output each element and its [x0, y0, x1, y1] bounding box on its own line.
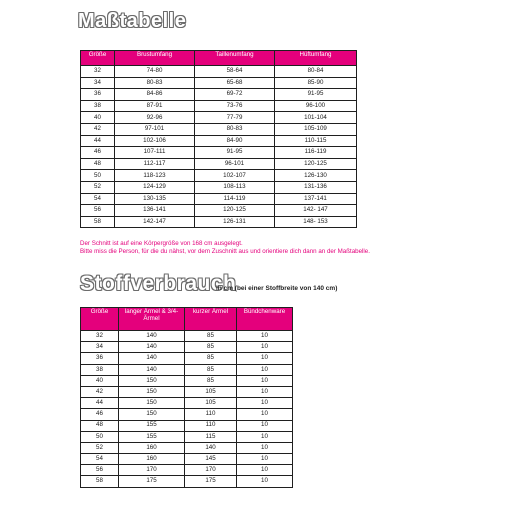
value-cell: 148- 153: [275, 216, 357, 228]
value-cell: 92-96: [115, 112, 195, 124]
size-cell: 44: [81, 398, 119, 409]
size-table: [80, 50, 357, 228]
value-cell: 10: [237, 465, 293, 476]
value-cell: 85: [185, 364, 237, 375]
size-cell: 48: [81, 420, 119, 431]
value-cell: 84-90: [195, 135, 275, 147]
value-cell: 10: [237, 364, 293, 375]
size-table-title: Maßtabelle: [78, 10, 187, 32]
size-table-row: [81, 193, 357, 205]
value-cell: 150: [119, 409, 185, 420]
value-cell: 175: [185, 476, 237, 487]
value-cell: 10: [237, 409, 293, 420]
value-cell: 170: [185, 465, 237, 476]
value-cell: 10: [237, 398, 293, 409]
value-cell: 175: [119, 476, 185, 487]
value-cell: 145: [185, 454, 237, 465]
size-cell: 50: [81, 170, 115, 182]
value-cell: 160: [119, 442, 185, 453]
value-cell: 120-125: [275, 158, 357, 170]
value-cell: 65-68: [195, 77, 275, 89]
size-table-row: [81, 216, 357, 228]
fabric-table-header-cell: kurzer Ärmel: [185, 308, 237, 331]
value-cell: 102-107: [195, 170, 275, 182]
size-cell: 54: [81, 454, 119, 465]
value-cell: 80-84: [275, 66, 357, 78]
size-cell: 40: [81, 112, 115, 124]
value-cell: 96-100: [275, 100, 357, 112]
size-cell: 48: [81, 158, 115, 170]
size-table-row: [81, 135, 357, 147]
value-cell: 140: [185, 442, 237, 453]
size-cell: 36: [81, 89, 115, 101]
note-measure-instructions: Bitte miss die Person, für die du nähst, vor dem Zuschnitt aus und orientiere dich dann an der Maßtabelle.: [80, 248, 370, 255]
size-table-row: [81, 158, 357, 170]
value-cell: 150: [119, 398, 185, 409]
size-cell: 54: [81, 193, 115, 205]
fabric-table-row: [81, 465, 293, 476]
value-cell: 142- 147: [275, 205, 357, 217]
fabric-table-header-cell: Größe: [81, 308, 119, 331]
value-cell: 10: [237, 331, 293, 342]
value-cell: 115: [185, 431, 237, 442]
value-cell: 101-104: [275, 112, 357, 124]
value-cell: 91-95: [195, 147, 275, 159]
value-cell: 126-131: [195, 216, 275, 228]
size-table-row: [81, 123, 357, 135]
value-cell: 124-129: [115, 181, 195, 193]
size-cell: 34: [81, 342, 119, 353]
fabric-table-row: [81, 431, 293, 442]
value-cell: 80-83: [115, 77, 195, 89]
size-table-header-cell: Hüftumfang: [275, 51, 357, 66]
note-body-height: Der Schnitt ist auf eine Körpergröße von 168 cm ausgelegt.: [80, 240, 243, 247]
value-cell: 73-76: [195, 100, 275, 112]
value-cell: 130-135: [115, 193, 195, 205]
value-cell: 91-95: [275, 89, 357, 101]
size-table-body: [81, 66, 357, 228]
value-cell: 140: [119, 364, 185, 375]
size-cell: 56: [81, 205, 115, 217]
fabric-table: [80, 307, 293, 488]
size-table-header-cell: Größe: [81, 51, 115, 66]
value-cell: 170: [119, 465, 185, 476]
value-cell: 10: [237, 375, 293, 386]
size-cell: 52: [81, 442, 119, 453]
fabric-table-row: [81, 476, 293, 487]
value-cell: 80-83: [195, 123, 275, 135]
value-cell: 84-86: [115, 89, 195, 101]
value-cell: 140: [119, 353, 185, 364]
value-cell: 120-125: [195, 205, 275, 217]
value-cell: 87-91: [115, 100, 195, 112]
value-cell: 112-117: [115, 158, 195, 170]
value-cell: 105: [185, 398, 237, 409]
size-table-row: [81, 205, 357, 217]
value-cell: 10: [237, 342, 293, 353]
fabric-table-row: [81, 454, 293, 465]
value-cell: 85-90: [275, 77, 357, 89]
fabric-table-row: [81, 420, 293, 431]
value-cell: 69-72: [195, 89, 275, 101]
value-cell: 74-80: [115, 66, 195, 78]
value-cell: 85: [185, 331, 237, 342]
size-cell: 32: [81, 66, 115, 78]
value-cell: 155: [119, 431, 185, 442]
size-cell: 46: [81, 409, 119, 420]
value-cell: 137-141: [275, 193, 357, 205]
fabric-table-header-cell: langer Ärmel & 3/4-Ärmel: [119, 308, 185, 331]
size-cell: 50: [81, 431, 119, 442]
size-table-row: [81, 181, 357, 193]
size-cell: 46: [81, 147, 115, 159]
value-cell: 110-115: [275, 135, 357, 147]
fabric-table-row: [81, 375, 293, 386]
fabric-table-row: [81, 409, 293, 420]
value-cell: 77-79: [195, 112, 275, 124]
size-table-row: [81, 147, 357, 159]
value-cell: 155: [119, 420, 185, 431]
fabric-table-subtitle: in cm (bei einer Stoffbreite von 140 cm): [216, 285, 338, 292]
fabric-table-row: [81, 386, 293, 397]
value-cell: 107-111: [115, 147, 195, 159]
value-cell: 10: [237, 476, 293, 487]
value-cell: 140: [119, 342, 185, 353]
value-cell: 10: [237, 353, 293, 364]
value-cell: 108-113: [195, 181, 275, 193]
size-cell: 38: [81, 364, 119, 375]
value-cell: 142-147: [115, 216, 195, 228]
value-cell: 110: [185, 409, 237, 420]
fabric-table-header-row: [81, 308, 293, 331]
value-cell: 131-136: [275, 181, 357, 193]
fabric-table-title: Stoffverbrauch: [80, 272, 237, 295]
value-cell: 102-106: [115, 135, 195, 147]
value-cell: 114-119: [195, 193, 275, 205]
value-cell: 110: [185, 420, 237, 431]
value-cell: 126-130: [275, 170, 357, 182]
fabric-table-row: [81, 331, 293, 342]
fabric-table-row: [81, 442, 293, 453]
value-cell: 10: [237, 386, 293, 397]
value-cell: 58-64: [195, 66, 275, 78]
fabric-table-row: [81, 398, 293, 409]
fabric-table-row: [81, 342, 293, 353]
size-table-row: [81, 170, 357, 182]
size-table-header-cell: Taillenumfang: [195, 51, 275, 66]
value-cell: 96-101: [195, 158, 275, 170]
size-cell: 42: [81, 386, 119, 397]
fabric-table-body: [81, 331, 293, 488]
size-cell: 44: [81, 135, 115, 147]
value-cell: 10: [237, 442, 293, 453]
size-cell: 38: [81, 100, 115, 112]
value-cell: 160: [119, 454, 185, 465]
value-cell: 10: [237, 454, 293, 465]
size-cell: 32: [81, 331, 119, 342]
value-cell: 105: [185, 386, 237, 397]
size-table-row: [81, 77, 357, 89]
value-cell: 85: [185, 375, 237, 386]
value-cell: 10: [237, 431, 293, 442]
value-cell: 150: [119, 375, 185, 386]
size-cell: 58: [81, 216, 115, 228]
size-cell: 56: [81, 465, 119, 476]
value-cell: 116-119: [275, 147, 357, 159]
value-cell: 85: [185, 342, 237, 353]
size-cell: 34: [81, 77, 115, 89]
size-cell: 40: [81, 375, 119, 386]
size-table-row: [81, 112, 357, 124]
size-cell: 42: [81, 123, 115, 135]
size-cell: 52: [81, 181, 115, 193]
value-cell: 10: [237, 420, 293, 431]
size-table-row: [81, 100, 357, 112]
value-cell: 140: [119, 331, 185, 342]
value-cell: 136-141: [115, 205, 195, 217]
value-cell: 150: [119, 386, 185, 397]
size-table-row: [81, 89, 357, 101]
size-table-header-cell: Brustumfang: [115, 51, 195, 66]
size-cell: 58: [81, 476, 119, 487]
value-cell: 105-109: [275, 123, 357, 135]
size-cell: 36: [81, 353, 119, 364]
value-cell: 85: [185, 353, 237, 364]
size-table-row: [81, 66, 357, 78]
size-table-header-row: [81, 51, 357, 66]
fabric-table-row: [81, 353, 293, 364]
value-cell: 118-123: [115, 170, 195, 182]
fabric-table-row: [81, 364, 293, 375]
value-cell: 97-101: [115, 123, 195, 135]
fabric-table-header-cell: Bündchenware: [237, 308, 293, 331]
